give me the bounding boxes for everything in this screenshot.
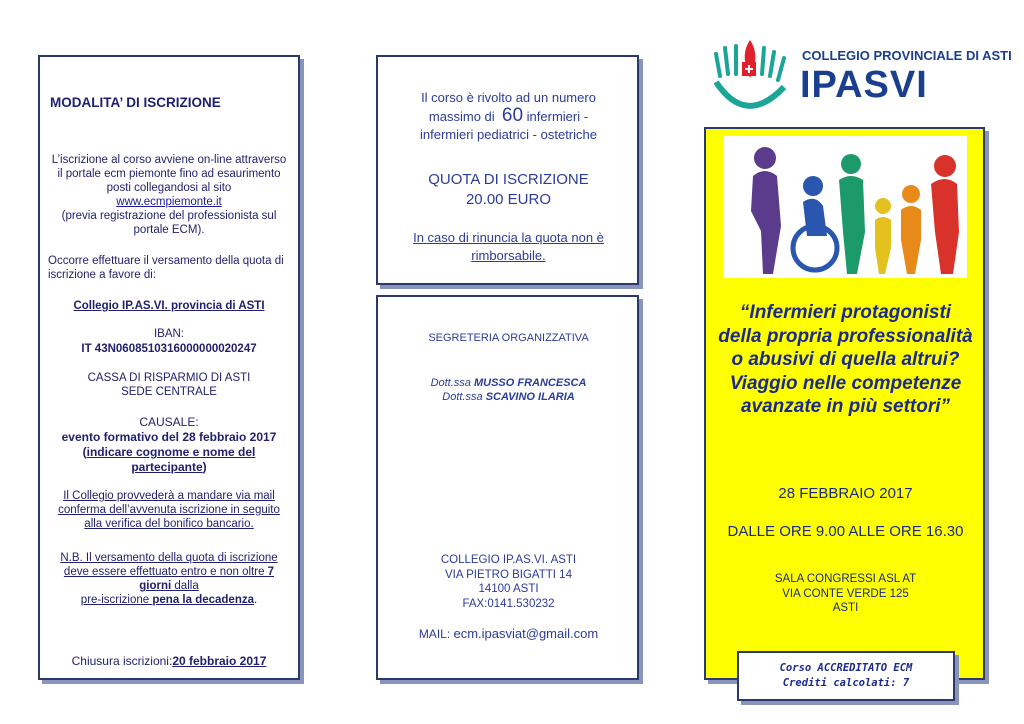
- causale-label: CAUSALE:: [139, 415, 199, 429]
- iban-value: IT 43N0608510316000000020247: [81, 343, 257, 355]
- fax-line: FAX:0141.530232: [462, 597, 555, 610]
- beneficiary: Collegio IP.AS.VI. provincia di ASTI: [73, 300, 265, 312]
- registration-panel: [38, 55, 300, 680]
- staff-title: Dott.ssa: [442, 391, 486, 403]
- nb-text: N.B. Il versamento della quota di iscrizione deve essere effettuato entro e non oltre: [60, 552, 278, 578]
- registration-heading: MODALITA’ DI ISCRIZIONE: [50, 95, 221, 110]
- address-line: VIA PIETRO BIGATTI 14: [445, 568, 572, 581]
- course-info-panel: [376, 55, 639, 285]
- causale-event: evento formativo del 28 febbraio 2017: [61, 430, 277, 444]
- venue-line: ASTI: [832, 602, 859, 614]
- causale-paren: ): [202, 460, 207, 474]
- hands-logo-icon: [706, 32, 798, 120]
- mail-label: MAIL:: [418, 627, 454, 641]
- causale-instruction: indicare cognome e nome del partecipante: [86, 445, 256, 474]
- ecm-accreditation-badge: [737, 651, 955, 701]
- venue-line: VIA CONTE VERDE 125: [782, 587, 909, 600]
- bank-branch: SEDE CENTRALE: [121, 386, 217, 398]
- fee-value: 20.00 EURO: [465, 191, 552, 208]
- staff-name: SCAVINO ILARIA: [485, 391, 575, 403]
- event-date: 28 FEBBRAIO 2017: [778, 485, 913, 502]
- event-hours: DALLE ORE 9.00 ALLE ORE 16.30: [727, 523, 964, 540]
- mail-address[interactable]: ecm.ipasviat@gmail.com: [453, 626, 599, 641]
- confirmation-text: Il Collegio provvederà a mandare via mail conferma dell’avvenuta iscrizione in seguito alla verifica del bonifico bancario.: [58, 490, 280, 530]
- ecm-site-link[interactable]: www.ecmpiemonte.it: [116, 196, 222, 208]
- venue-line: SALA CONGRESSI ASL AT: [774, 573, 917, 585]
- people-illustration: [723, 136, 967, 278]
- staff-name: MUSSO FRANCESCA: [473, 377, 587, 389]
- logo-wordmark: IPASVI: [800, 64, 928, 106]
- course-audience: infermieri pediatrici - ostetriche: [419, 127, 597, 142]
- causale-paren: (: [82, 445, 87, 459]
- logo-org-name: COLLEGIO PROVINCIALE DI ASTI: [802, 48, 1012, 63]
- event-panel: [704, 127, 985, 680]
- ipasvi-logo: [706, 32, 1012, 122]
- secretariat-heading: SEGRETERIA ORGANIZZATIVA: [428, 332, 589, 344]
- staff-title: Dott.ssa: [430, 377, 474, 389]
- closing-date: 20 febbraio 2017: [172, 654, 267, 668]
- nb-text: dalla: [171, 580, 199, 592]
- course-audience: Il corso è rivolto ad un numero: [421, 90, 596, 105]
- refund-note: In caso di rinuncia la quota non è rimborsabile.: [413, 230, 604, 263]
- iban-label: IBAN:: [153, 328, 185, 340]
- payment-text: Occorre effettuare il versamento della quota di iscrizione a favore di:: [48, 255, 284, 281]
- course-audience: massimo di: [428, 109, 495, 124]
- max-participants: 60: [501, 105, 524, 126]
- registration-note: (previa registrazione del professionista sul portale ECM).: [61, 210, 277, 236]
- secretariat-panel: [376, 295, 639, 680]
- course-audience: infermieri -: [526, 109, 589, 124]
- nb-deadline: 7 giorni: [139, 566, 275, 592]
- event-title: “Infermieri protagonisti della propria professionalità o abusivi di quella altrui? Viaggio nelle competenze avanzate in più settori”: [718, 302, 973, 417]
- nb-text: .: [254, 594, 258, 606]
- nb-text: pre-iscrizione: [80, 594, 153, 606]
- address-line: COLLEGIO IP.AS.VI. ASTI: [440, 554, 577, 566]
- nb-penalty: pena la decadenza: [152, 594, 254, 606]
- fee-label: QUOTA DI ISCRIZIONE: [428, 171, 589, 188]
- address-line: 14100 ASTI: [478, 583, 539, 595]
- closing-label: Chiusura iscrizioni:: [71, 654, 173, 668]
- bank-name: CASSA DI RISPARMIO DI ASTI: [87, 372, 251, 384]
- registration-text: L’iscrizione al corso avviene on-line attraverso il portale ecm piemonte fino ad esaurimento posti collegandosi al sito: [51, 154, 287, 194]
- ecm-accredited: Corso ACCREDITATO ECM: [779, 662, 913, 674]
- ecm-credits: Crediti calcolati: 7: [782, 677, 910, 689]
